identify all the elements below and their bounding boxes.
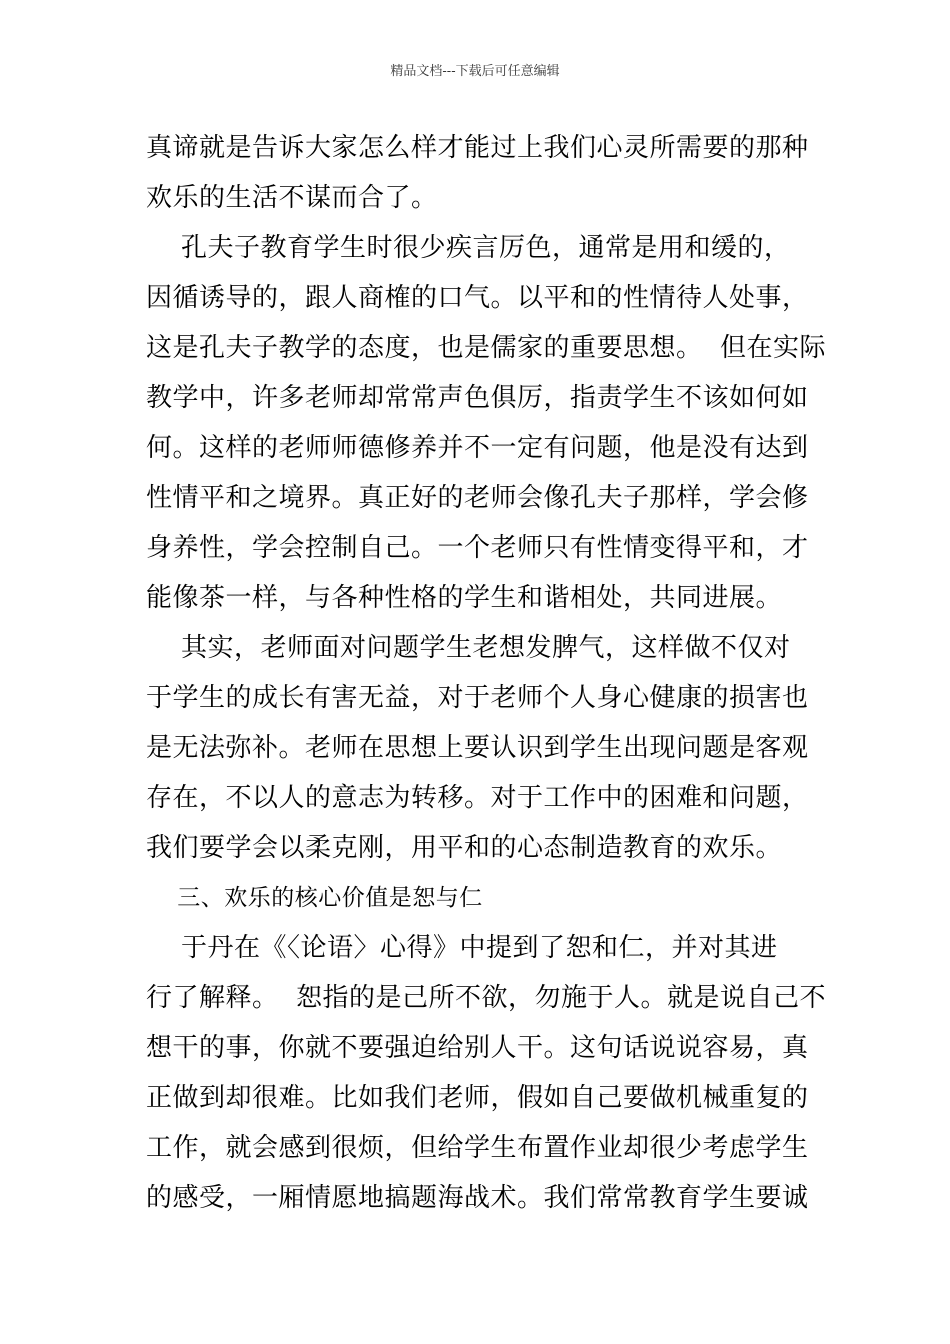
- text-line: 何。这样的老师师德修养并不一定有问题，他是没有达到: [146, 433, 809, 463]
- document-body: [146, 123, 827, 1223]
- text-line: 性情平和之境界。真正好的老师会像孔夫子那样，学会修: [146, 483, 809, 513]
- text-line: 这是孔夫子教学的态度，也是儒家的重要思想。 但在实际: [146, 333, 827, 363]
- text-line: 真谛就是告诉大家怎么样才能过上我们心灵所需要的那种: [146, 133, 809, 163]
- text-line: 想干的事，你就不要强迫给别人干。这句话说说容易，真: [146, 1033, 809, 1063]
- text-line: 行了解释。 恕指的是己所不欲，勿施于人。就是说自己不: [146, 983, 827, 1013]
- text-line: 正做到却很难。比如我们老师，假如自己要做机械重复的: [146, 1083, 809, 1113]
- text-line: 教学中，许多老师却常常声色俱厉，指责学生不该如何如: [146, 383, 809, 413]
- text-line: 因循诱导的，跟人商榷的口气。以平和的性情待人处事，: [146, 283, 809, 313]
- text-line: 我们要学会以柔克刚，用平和的心态制造教育的欢乐。: [146, 833, 783, 863]
- text-line: 孔夫子教育学生时很少疾言厉色，通常是用和缓的，: [146, 233, 791, 263]
- text-line: 工作，就会感到很烦，但给学生布置作业却很少考虑学生: [146, 1133, 809, 1163]
- text-line: 的感受，一厢情愿地搞题海战术。我们常常教育学生要诚: [146, 1183, 809, 1213]
- text-line: 身养性，学会控制自己。一个老师只有性情变得平和，才: [146, 533, 809, 563]
- text-line: 其实，老师面对问题学生老想发脾气，这样做不仅对: [146, 633, 791, 663]
- text-line: 是无法弥补。老师在思想上要认识到学生出现问题是客观: [146, 733, 809, 763]
- text-line: 欢乐的生活不谋而合了。: [146, 183, 438, 213]
- text-line: 于学生的成长有害无益，对于老师个人身心健康的损害也: [146, 683, 809, 713]
- text-line: 能像茶一样，与各种性格的学生和谐相处，共同进展。: [146, 583, 783, 613]
- section-heading: 三、欢乐的核心价值是恕与仁: [146, 885, 483, 911]
- text-line: 于丹在《〈论语〉心得》中提到了恕和仁，并对其进: [146, 933, 778, 963]
- page-header: 精品文档---下载后可任意编辑: [390, 64, 560, 79]
- text-line: 存在，不以人的意志为转移。对于工作中的困难和问题，: [146, 783, 809, 813]
